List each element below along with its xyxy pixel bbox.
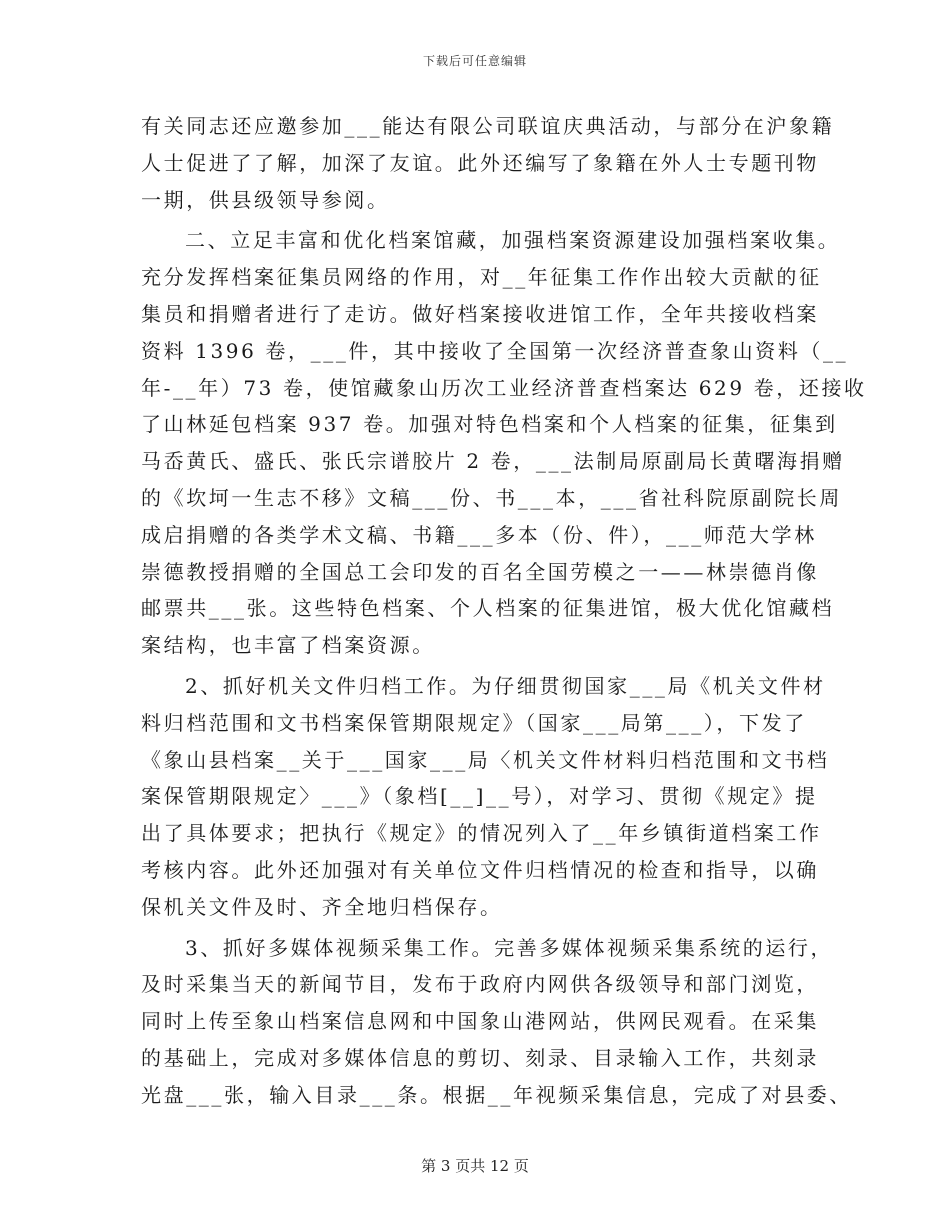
text-line: 案结构，也丰富了档案资源。 bbox=[141, 633, 435, 658]
text-line: 了山林延包档案 937 卷。加强对特色档案和个人档案的征集，征集到 bbox=[141, 412, 838, 437]
text-line: 一期，供县级领导参阅。 bbox=[141, 187, 390, 212]
page-header: 下载后可任意编辑 bbox=[422, 54, 527, 68]
paragraph-4 bbox=[141, 930, 852, 1114]
text-line: 《象山县档案__关于___国家___局〈机关文件材料归档范围和文书档 bbox=[141, 747, 830, 772]
text-line: 保机关文件及时、齐全地归档保存。 bbox=[141, 894, 503, 919]
paragraph-2 bbox=[141, 222, 867, 664]
paragraph-3 bbox=[141, 668, 830, 926]
text-line: 3、抓好多媒体视频采集工作。完善多媒体视频采集系统的运行， bbox=[185, 935, 834, 960]
text-line: 出了具体要求；把执行《规定》的情况列入了__年乡镇街道档案工作 bbox=[141, 821, 822, 846]
text-line: 的基础上，完成对多媒体信息的剪切、刻录、目录输入工作，共刻录 bbox=[141, 1045, 819, 1070]
text-line: 人士促进了了解，加深了友谊。此外还编写了象籍在外人士专题刊物 bbox=[141, 150, 819, 175]
text-line: 有关同志还应邀参加___能达有限公司联谊庆典活动，与部分在沪象籍 bbox=[141, 114, 835, 138]
text-line: 案保管期限规定〉___》（象档[__]__号），对学习、贯彻《规定》提 bbox=[141, 784, 818, 809]
text-line: 二、立足丰富和优化档案馆藏，加强档案资源建设加强档案收集。 bbox=[185, 228, 841, 253]
text-line: 及时采集当天的新闻节目，发布于政府内网供各级领导和部门浏览， bbox=[141, 972, 819, 997]
text-line: 充分发挥档案征集员网络的作用，对__年征集工作作出较大贡献的征 bbox=[141, 265, 822, 290]
text-line: 年-__年）73 卷，使馆藏象山历次工业经济普查档案达 629 卷，还接收 bbox=[141, 375, 867, 400]
page-number: 第 3 页共 12 页 bbox=[421, 1157, 529, 1175]
text-line: 料归档范围和文书档案保管期限规定》（国家___局第___），下发了 bbox=[141, 710, 807, 735]
text-line: 同时上传至象山档案信息网和中国象山港网站，供网民观看。在采集 bbox=[141, 1009, 819, 1034]
text-line: 邮票共___张。这些特色档案、个人档案的征集进馆，极大优化馆藏档 bbox=[141, 596, 835, 621]
document-body bbox=[141, 108, 867, 1114]
text-line: 资料 1396 卷，___件，其中接收了全国第一次经济普查象山资料（__ bbox=[141, 338, 849, 363]
text-line: 的《坎坷一生志不移》文稿___份、书___本，___省社科院原副院长周 bbox=[141, 485, 842, 510]
text-line: 光盘___张，输入目录___条。根据__年视频采集信息，完成了对县委、 bbox=[141, 1082, 852, 1107]
text-line: 集员和捐赠者进行了走访。做好档案接收进馆工作，全年共接收档案 bbox=[141, 301, 819, 326]
text-line: 考核内容。此外还加强对有关单位文件归档情况的检查和指导，以确 bbox=[141, 857, 819, 882]
paragraph-1 bbox=[141, 108, 835, 218]
text-line: 2、抓好机关文件归档工作。为仔细贯彻国家___局《机关文件材 bbox=[185, 673, 826, 698]
text-line: 成启捐赠的各类学术文稿、书籍___多本（份、件），___师范大学林 bbox=[141, 522, 817, 547]
text-line: 马岙黄氏、盛氏、张氏宗谱胶片 2 卷，___法制局原副局长黄曙海捐赠 bbox=[141, 449, 845, 474]
text-line: 崇德教授捐赠的全国总工会印发的百名全国劳模之一——林崇德肖像 bbox=[141, 559, 819, 584]
